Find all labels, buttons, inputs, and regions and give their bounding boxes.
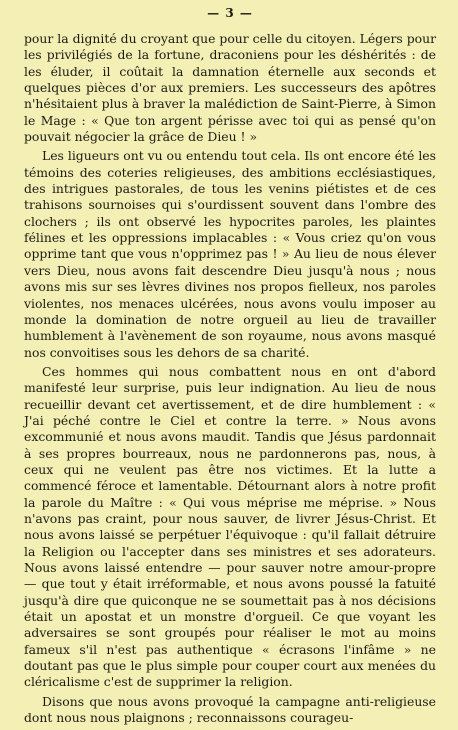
page-number [24,6,436,20]
paragraph-2: Les ligueurs ont vu ou entendu tout cela. Ils ont encore été les témoins des coteries religieuses, des ambitions ecclésiastiques, des intrigues pastorales, de tous les venins piétistes et de ces trahisons sournoises qui s'ourdissent souvent dans l'ombre des clochers ; ils ont observé les hypocrites paroles, les plaintes félines et les oppressions implacables : « Vous criez qu'on vous opprime tant que vous n'opprimez pas ! » Au lieu de nous élever vers Dieu, nous avons fait descendre Dieu jusqu'à nous ; nous avons mis sur ses lèvres divines nos propos fielleux, nos paroles violentes, nos menaces ulcérées, nous avons voulu imposer au monde la domination de notre orgueil au lieu de travailler humblement à l'avènement de son royaume, nous avons masqué nos convoitises sous les dehors de sa charité. [24,148,436,360]
paragraph-4: Disons que nous avons provoqué la campagne anti-religieuse dont nous nous plaignons ; reconnaissons courageu- [24,693,436,726]
body-text [24,31,436,726]
page-number-text: — 3 — [207,6,253,20]
paragraph-3: Ces hommes qui nous combattent nous en ont d'abord manifesté leur surprise, puis leur indignation. Au lieu de nous recueillir devant cet avertissement, et de dire humblement : « J'ai péché contre le Ciel et contre la terre. » Nous avons excommunié et nous avons maudit. Tandis que Jésus pardonnait à ses propres bourreaux, nous ne pardonnerons pas, nous, à ceux qui ne veulent pas être nos victimes. Et la lutte a commencé féroce et lamentable. Détournant alors à notre profit la parole du Maître : « Qui vous méprise me méprise. » Nous n'avons pas craint, pour nous sauver, de livrer Jésus-Christ. Et nous avons laissé se perpétuer l'équivoque : qu'il fallait détruire la Religion ou l'accepter dans ses ministres et ses adorateurs. Nous avons laissé entendre — pour sauver notre amour-propre — que tout y était irréformable, et nous avons poussé la fatuité jusqu'à dire que quiconque ne se soumettait pas à nos décisions était un apostat et un monstre d'orgueil. Ce que voyant les adversaires se sont groupés pour réaliser le mot au moins fameux s'il n'est pas authentique « écrasons l'infâme » ne doutant pas que le plus simple pour couper court aux menées du cléricalisme c'est de supprimer la religion. [24,363,436,690]
paragraph-1: pour la dignité du croyant que pour celle du citoyen. Légers pour les privilégiés de la fortune, draconiens pour les déshérités : de les éluder, il coûtait la damnation éternelle aux seconds et quelques pièces d'or aux premiers. Les successeurs des apôtres n'hésitaient plus à braver la malédiction de Saint-Pierre, à Simon le Mage : « Que ton argent périsse avec toi qui as pensé qu'on pouvait négocier la grâce de Dieu ! » [24,31,436,145]
